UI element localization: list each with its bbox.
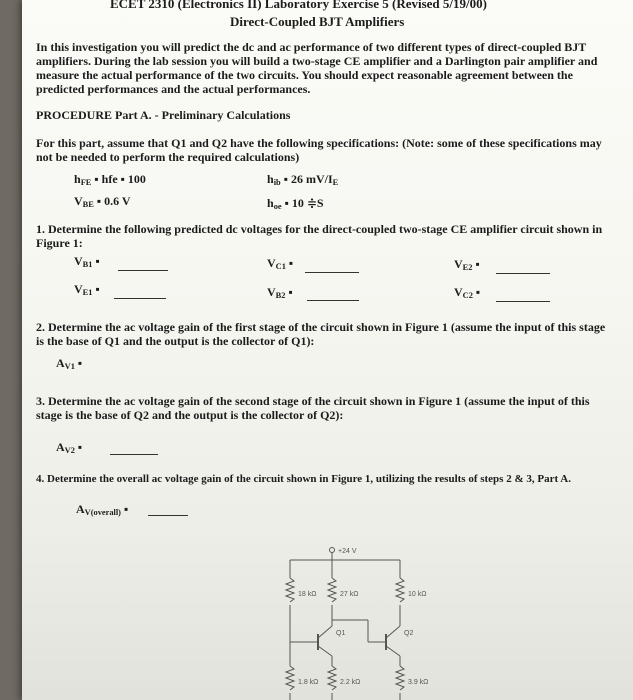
resistor-r1 <box>286 578 294 602</box>
r4-label: 1.8 kΩ <box>298 679 319 686</box>
q1-line-2: Figure 1: <box>36 236 83 250</box>
spec-hfe: $h_{FE}$ ▪ hfe ▪ 100 <box>74 172 146 187</box>
answer-line-vb1[interactable] <box>118 270 168 271</box>
label-ve1: $V_{E1}$ ▪ <box>74 282 100 297</box>
label-ve2: $V_{E2}$ ▪ <box>454 257 480 272</box>
q2-line-2: is the base of Q1 and the output is the collector of Q1): <box>36 334 315 348</box>
answer-line-ve2[interactable] <box>496 273 550 274</box>
answer-line-vc2[interactable] <box>496 301 550 302</box>
q1-label: Q1 <box>336 630 346 637</box>
q3-line-1: 3. Determine the ac voltage gain of the second stage of the circuit shown in Figure 1 (assume the input of this <box>36 394 590 408</box>
resistor-r3 <box>396 578 404 602</box>
figure-1-circuit <box>258 538 458 700</box>
intro-line-4: predicted performances and the actual performances. <box>36 82 311 96</box>
label-vc1: $V_{C1}$ ▪ <box>267 256 294 271</box>
page-subtitle: Direct-Coupled BJT Amplifiers <box>230 14 405 29</box>
label-av1: $A_{V1}$ ▪ <box>56 356 83 371</box>
answer-line-vc1[interactable] <box>305 272 359 273</box>
q3-line-2: stage is the base of Q2 and the output is the collector of Q2): <box>36 408 344 422</box>
resistor-r6 <box>396 666 404 690</box>
answer-line-av-overall[interactable] <box>148 515 188 516</box>
r2-label: 27 kΩ <box>340 591 359 598</box>
r3-label: 10 kΩ <box>408 591 427 598</box>
spec-hib: $h_{ib}$ ▪ 26 $mV/I_E$ <box>267 172 339 187</box>
spec-hoe: $h_{oe}$ ▪ 10 ≑S <box>267 196 324 211</box>
intro-line-1: In this investigation you will predict the dc and ac performance of two different types of direct-coupled BJT <box>36 40 587 54</box>
r6-label: 3.9 kΩ <box>408 679 429 686</box>
r1-label: 18 kΩ <box>298 591 317 598</box>
label-vc2: $V_{C2}$ ▪ <box>454 285 481 300</box>
worksheet-page <box>22 0 633 700</box>
procedure-heading: PROCEDURE Part A. - Preliminary Calculations <box>36 108 291 122</box>
page-title: ECET 2310 (Electronics II) Laboratory Exercise 5 (Revised 5/19/00) <box>110 0 487 11</box>
label-vb1: $V_{B1}$ ▪ <box>74 254 100 269</box>
answer-line-vb2[interactable] <box>307 300 359 301</box>
intro-line-2: amplifiers. During the lab session you will build a two-stage CE amplifier and a Darlington pair amplifier and <box>36 54 598 68</box>
label-av-overall: $A_{V(overall)}$ ▪ <box>76 502 129 517</box>
supply-terminal <box>330 548 335 553</box>
supply-label: +24 V <box>338 548 357 555</box>
resistor-r4 <box>286 666 294 690</box>
answer-line-ve1[interactable] <box>114 298 166 299</box>
spec-intro-line-1: For this part, assume that Q1 and Q2 have the following specifications: (Note: some of these specifications may <box>36 136 602 150</box>
label-av2: $A_{V2}$ ▪ <box>56 440 83 455</box>
intro-line-3: measure the actual performance of the two circuits. You should expect reasonable agreement between the <box>36 68 573 82</box>
label-vb2: $V_{B2}$ ▪ <box>267 285 293 300</box>
spec-vbe: $V_{BE}$ ▪ 0.6 V <box>74 194 131 209</box>
resistor-r2 <box>328 578 336 602</box>
r5-label: 2.2 kΩ <box>340 679 361 686</box>
q1-line-1: 1. Determine the following predicted dc voltages for the direct-coupled two-stage CE amplifier circuit shown in <box>36 222 603 236</box>
q4-line-1: 4. Determine the overall ac voltage gain of the circuit shown in Figure 1, utilizing the results of steps 2 & 3, Part A. <box>36 473 571 485</box>
q2-label: Q2 <box>404 630 414 637</box>
answer-line-av2[interactable] <box>110 454 158 455</box>
spec-intro-line-2: not be needed to perform the required calculations) <box>36 150 300 164</box>
resistor-r5 <box>328 666 336 690</box>
q2-line-1: 2. Determine the ac voltage gain of the first stage of the circuit shown in Figure 1 (assume the input of this stage <box>36 320 606 334</box>
